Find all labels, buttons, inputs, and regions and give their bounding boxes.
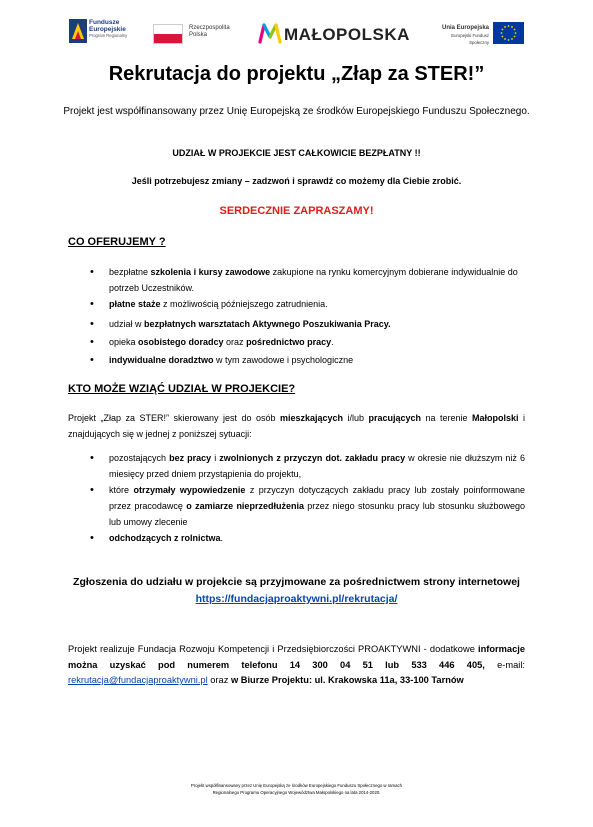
offer-item-advisor: • opieka osobistego doradcy oraz pośrednictwo pracy. xyxy=(90,334,530,350)
contact-email-link[interactable]: rekrutacja@fundacjaproaktywni.pl xyxy=(68,675,208,685)
malopolska-logo-text: MAŁOPOLSKA xyxy=(284,25,410,44)
eligibility-paragraph: Projekt „Złap za STER!” skierowany jest do osób mieszkających i/lub pracujących na terenie Małopolski i znajdujących się w jednej z poniższej sytuacji: xyxy=(68,413,525,439)
eligibility-item-agriculture: • odchodzących z rolnictwa. xyxy=(90,530,530,546)
fundusze-europejskie-logo-text: Fundusze Europejskie Program Regionalny xyxy=(89,19,128,39)
offer-item-workshops: • udział w bezpłatnych warsztatach Aktywnego Poszukiwania Pracy. xyxy=(90,316,530,332)
eu-star-icon xyxy=(511,26,513,28)
call-to-action-text: Jeśli potrzebujesz zmiany – zadzwoń i sprawdź co możemy dla Ciebie zrobić. xyxy=(131,176,462,186)
free-participation-note: UDZIAŁ W PROJEKCIE JEST CAŁKOWICIE BEZPŁATNY !! xyxy=(172,148,421,158)
footer-note: Projekt współfinansowany przez Unię Europejską ze środków Europejskiego Funduszu Społecznego w ramach Regionalnego Programu Operacyjnego Województwa Małopolskiego na lata 2014-2020. xyxy=(190,783,403,795)
eu-flag-icon xyxy=(493,22,524,44)
eligibility-item-notice: • które otrzymały wypowiedzenie z przyczyn dotyczących zakładu pracy lub zostały poinformowane przez pracodawcę o zamiarze nieprzedłużenia przez niego stosunku pracy lub stosunku służbowego lub umowy zlecenie xyxy=(90,482,525,530)
page-title: Rekrutacja do projektu „Złap za STER!” xyxy=(108,63,485,85)
eu-star-icon xyxy=(501,32,503,34)
fundusze-europejskie-logo-icon xyxy=(69,19,87,43)
eu-star-icon xyxy=(502,29,504,31)
offer-item-counseling: • indywidualne doradztwo w tym zawodowe i psychologiczne xyxy=(90,352,530,368)
cofinancing-note: Projekt jest współfinansowany przez Unię Europejską ze środków Europejskiego Funduszu Społecznego. xyxy=(63,106,530,117)
eu-star-icon xyxy=(502,36,504,38)
application-info: Zgłoszenia do udziału w projekcie są przyjmowane za pośrednictwem strony internetowej https://fundacjaproaktywni.pl/rekrutacja/ xyxy=(73,576,520,605)
offer-heading: CO OFERUJEMY ? xyxy=(68,236,166,248)
offer-item-internship: • płatne staże z możliwością późniejszego zatrudnienia. xyxy=(90,296,530,312)
unia-europejska-logo-text: Unia Europejska Europejski Fundusz Społeczny xyxy=(441,25,489,45)
malopolska-logo-icon xyxy=(258,22,282,44)
eu-star-icon xyxy=(514,36,516,38)
eligibility-item-unemployed: • pozostających bez pracy i zwolnionych z przyczyn dot. zakładu pracy w okresie nie dłuższym niż 6 miesięcy przed dniem przystąpienia do projektu, xyxy=(90,450,525,482)
eligibility-heading: KTO MOŻE WZIĄĆ UDZIAŁ W PROJEKCIE? xyxy=(68,383,296,395)
eu-star-icon xyxy=(508,25,510,27)
eu-star-icon xyxy=(508,39,510,41)
contact-paragraph: Projekt realizuje Fundacja Rozwoju Kompetencji i Przedsiębiorczości PROAKTYWNI - dodatkowe informacje można uzyskać pod numerem telefonu 14 300 04 51 lub 533 446 405, e-mail: rekrutacja@fundacjaproaktywni.pl oraz w Biurze Projektu: ul. Krakowska 11a, 33-100 Tarnów xyxy=(68,644,525,685)
recruitment-link[interactable]: https://fundacjaproaktywni.pl/rekrutacja/ xyxy=(195,593,398,605)
eu-star-icon xyxy=(511,38,513,40)
rzeczpospolita-logo-text: Rzeczpospolita Polska xyxy=(189,25,230,38)
invitation-text: SERDECZNIE ZAPRASZAMY! xyxy=(219,205,374,217)
eu-star-icon xyxy=(514,29,516,31)
eu-star-icon xyxy=(504,38,506,40)
eu-star-icon xyxy=(504,26,506,28)
eu-star-icon xyxy=(515,32,517,34)
polish-flag-icon xyxy=(153,24,183,44)
offer-item-training: • bezpłatne szkolenia i kursy zawodowe zakupione na rynku komercyjnym dobierane indywidualnie do potrzeb Uczestników. xyxy=(90,264,530,296)
